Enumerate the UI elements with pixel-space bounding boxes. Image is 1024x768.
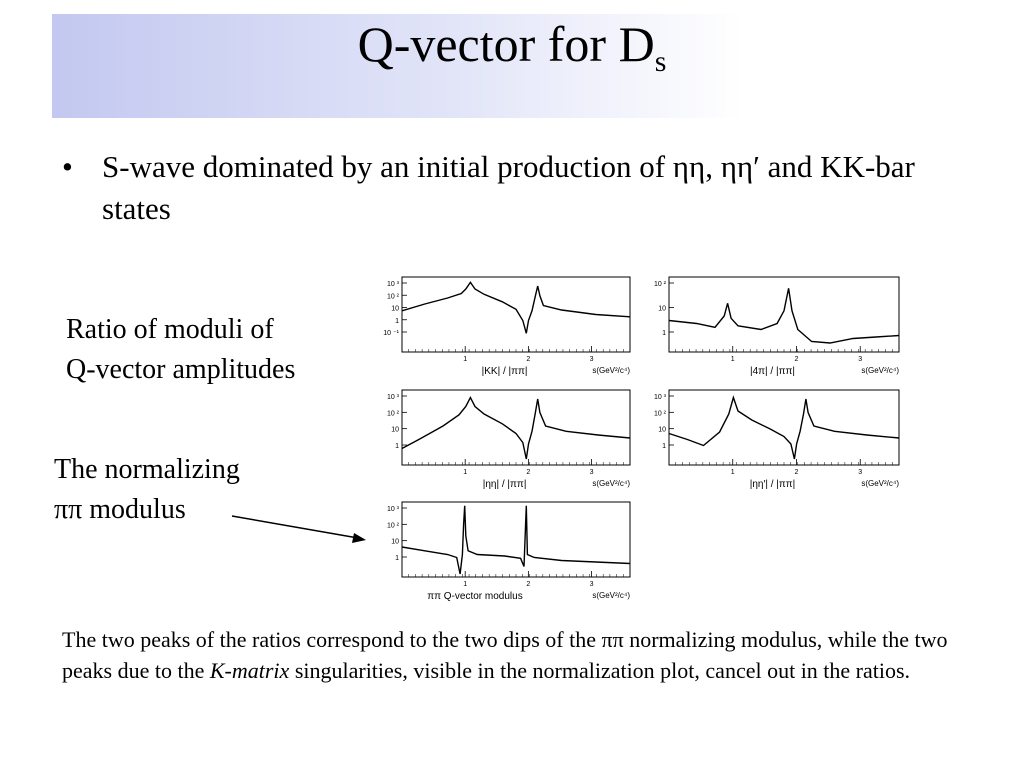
- kk-ratio-xtick-label: 2: [526, 356, 531, 363]
- kk-ratio-xtick-label: 3: [589, 356, 594, 363]
- pipi-modulus-frame: [402, 502, 630, 577]
- slide-title: Q-vector for $D_s$: [357, 16, 667, 78]
- kk-ratio-unit-label: s(GeV²/c⁴): [592, 366, 630, 375]
- 4pi-ratio-xlabel: |4π| / |ππ|: [750, 366, 795, 377]
- pipi-modulus-ytick-label: 10 ²: [386, 522, 399, 530]
- ratio-label-line-1: Ratio of moduli of: [66, 314, 274, 345]
- etaeta-ratio-ytick-label: 10 ²: [386, 410, 399, 418]
- etaetaprime-ratio-ytick-label: 1: [662, 443, 666, 450]
- bullet-text: S-wave dominated by an initial production of ηη, ηη′ and KK-bar states: [102, 149, 915, 226]
- caption-part-1: The two peaks of the ratios correspond to the two dips of the ππ normalizing modulus, while the two peaks due to the: [62, 627, 948, 683]
- bullet-marker: •: [62, 149, 73, 184]
- kk-ratio-ytick-label: 1: [395, 317, 399, 325]
- 4pi-ratio-xtick-label: 2: [794, 356, 799, 363]
- 4pi-ratio-frame: [669, 277, 899, 352]
- pipi-modulus-xtick-label: 1: [463, 581, 468, 588]
- normalizing-label-line-2: ππ modulus: [54, 494, 186, 525]
- 4pi-ratio-unit-label: s(GeV²/c⁴): [861, 366, 899, 375]
- etaetaprime-ratio-xtick-label: 1: [730, 469, 735, 476]
- etaeta-ratio-ytick-label: 10 ³: [386, 394, 399, 401]
- etaetaprime-ratio-xlabel: |ηη′| / |ππ|: [749, 479, 796, 490]
- 4pi-ratio-ytick-label: 1: [662, 330, 666, 337]
- caption-kmatrix: K-matrix: [209, 658, 290, 683]
- pipi-modulus-xtick-label: 3: [589, 581, 594, 588]
- pointer-arrow-head: [352, 533, 366, 543]
- kk-ratio-ytick-label: 10 ²: [386, 293, 399, 301]
- etaetaprime-ratio-xtick-label: 3: [858, 469, 863, 476]
- pipi-modulus-plot: [387, 502, 630, 602]
- etaetaprime-ratio-plot: [654, 390, 899, 490]
- kk-ratio-ytick-label: 10: [391, 305, 399, 313]
- pipi-modulus-xtick-label: 2: [526, 581, 531, 588]
- etaetaprime-ratio-ytick-label: 10 ²: [653, 410, 666, 418]
- caption-text: [62, 624, 962, 686]
- ratio-label-line-2: Q-vector amplitudes: [66, 354, 296, 385]
- kk-ratio-xlabel: |KK| / |ππ|: [481, 366, 528, 377]
- etaeta-ratio-xtick-label: 1: [463, 469, 468, 476]
- etaeta-ratio-xlabel: |ηη| / |ππ|: [482, 479, 527, 490]
- pipi-modulus-ytick-label: 1: [395, 555, 399, 562]
- kk-ratio-plot: [383, 277, 630, 377]
- pipi-modulus-unit-label: s(GeV²/c⁴): [592, 591, 630, 600]
- 4pi-ratio-ytick-label: 10: [658, 305, 666, 313]
- etaeta-ratio-unit-label: s(GeV²/c⁴): [592, 479, 630, 488]
- caption-part-3: singularities, visible in the normalization plot, cancel out in the ratios.: [289, 658, 911, 683]
- 4pi-ratio-plot: [654, 277, 899, 377]
- etaeta-ratio-ytick-label: 10: [391, 426, 399, 434]
- pipi-modulus-ytick-label: 10: [391, 538, 399, 546]
- title-subscript: s: [654, 45, 667, 78]
- 4pi-ratio-xtick-label: 1: [730, 356, 735, 363]
- kk-ratio-ytick-label: 10 ⁻¹: [383, 330, 399, 337]
- kk-ratio-ytick-label: 10 ³: [386, 281, 399, 288]
- pipi-modulus-xlabel: ππ Q-vector modulus: [427, 591, 523, 602]
- kk-ratio-xtick-label: 1: [463, 356, 468, 363]
- etaetaprime-ratio-frame: [669, 390, 899, 465]
- etaeta-ratio-ytick-label: 1: [395, 443, 399, 450]
- etaeta-ratio-frame: [402, 390, 630, 465]
- normalizing-label-line-1: The normalizing: [54, 454, 240, 485]
- etaetaprime-ratio-unit-label: s(GeV²/c⁴): [861, 479, 899, 488]
- etaetaprime-ratio-ytick-label: 10: [658, 426, 666, 434]
- etaetaprime-ratio-ytick-label: 10 ³: [653, 394, 666, 401]
- pipi-modulus-ytick-label: 10 ³: [386, 506, 399, 513]
- etaeta-ratio-plot: [387, 390, 630, 490]
- etaetaprime-ratio-xtick-label: 2: [794, 469, 799, 476]
- etaeta-ratio-xtick-label: 3: [589, 469, 594, 476]
- pointer-arrow-line: [232, 516, 358, 538]
- etaeta-ratio-xtick-label: 2: [526, 469, 531, 476]
- 4pi-ratio-ytick-label: 10 ²: [653, 281, 666, 288]
- 4pi-ratio-xtick-label: 3: [858, 356, 863, 363]
